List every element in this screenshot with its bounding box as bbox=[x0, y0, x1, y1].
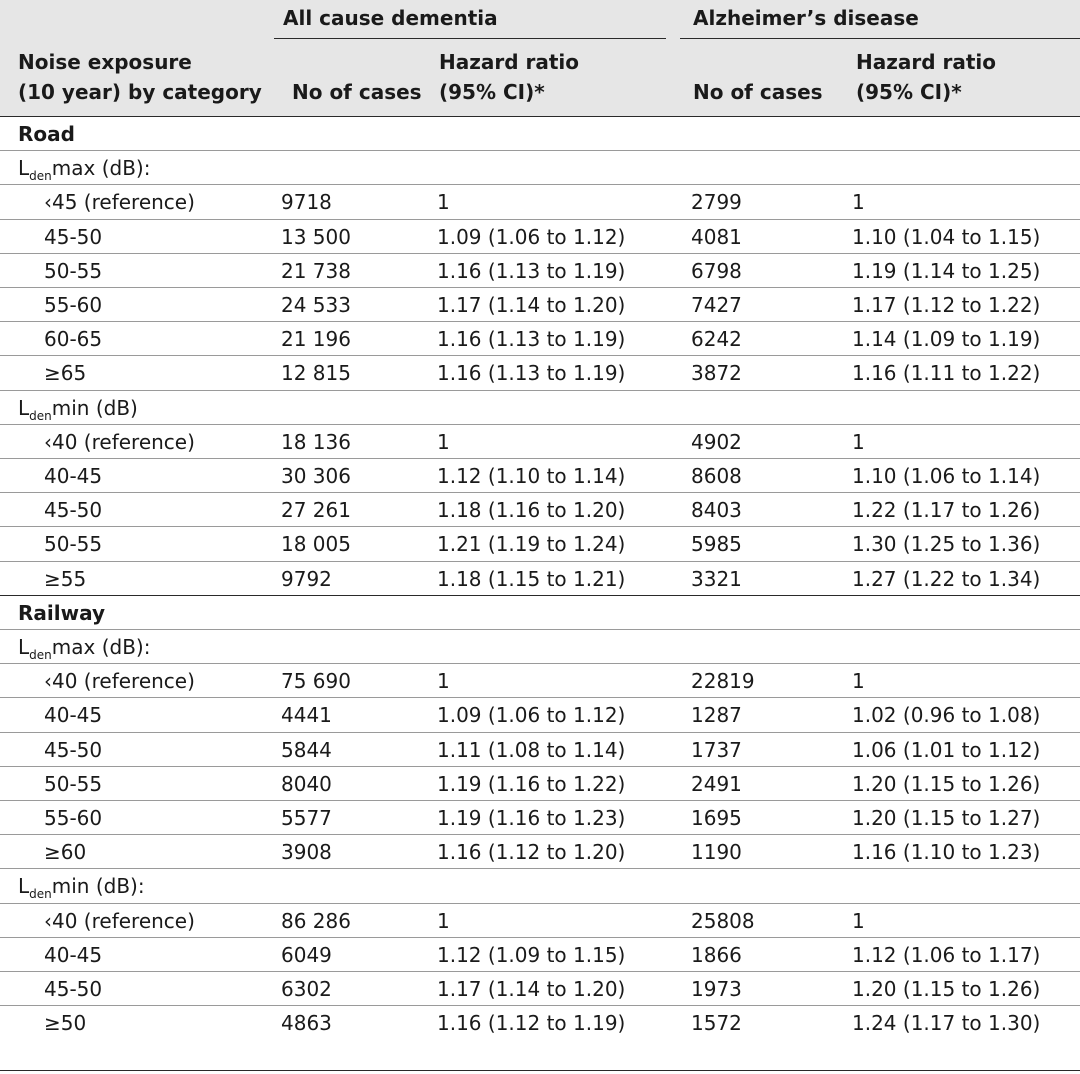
dementia-hr-cell: 1 bbox=[437, 908, 450, 933]
category-cell: 45-50 bbox=[44, 498, 103, 523]
alzheimers-cases-cell: 6242 bbox=[691, 327, 742, 352]
dementia-hr-cell: 1.16 (1.13 to 1.19) bbox=[437, 361, 626, 386]
dementia-cases-cell: 5577 bbox=[281, 806, 332, 830]
dementia-hr-cell: 1.18 (1.16 to 1.20) bbox=[437, 498, 626, 523]
subheader-row bbox=[0, 868, 1080, 903]
category-cell: ≥65 bbox=[44, 361, 87, 386]
dementia-hr-cell: 1.09 (1.06 to 1.12) bbox=[437, 703, 626, 728]
category-cell: ≥60 bbox=[44, 840, 87, 865]
dementia-hr-cell: 1.16 (1.12 to 1.20) bbox=[437, 840, 626, 865]
dementia-cases-cell: 12 815 bbox=[281, 361, 351, 386]
category-cell: ‹40 (reference) bbox=[44, 429, 195, 454]
metric-subscript: den bbox=[29, 408, 52, 423]
dementia-cases-cell: 5844 bbox=[281, 737, 332, 762]
alzheimers-hr-cell: 1.20 (1.15 to 1.26) bbox=[852, 771, 1041, 796]
alzheimers-hr-cell: 1.24 (1.17 to 1.30) bbox=[852, 1011, 1041, 1036]
category-cell: ≥55 bbox=[44, 566, 87, 591]
alzheimers-hr-cell: 1.20 (1.15 to 1.27) bbox=[852, 806, 1041, 830]
metric-label bbox=[18, 396, 138, 423]
table-row bbox=[0, 424, 1080, 459]
category-cell: 45-50 bbox=[44, 224, 103, 249]
dementia-cases-cell: 21 738 bbox=[281, 258, 351, 283]
subheader-row bbox=[0, 629, 1080, 664]
dementia-hr-cell: 1 bbox=[437, 669, 450, 694]
category-cell: ‹40 (reference) bbox=[44, 669, 195, 694]
group-rule-alzheimers bbox=[680, 38, 1080, 39]
exposure-header-line2: (10 year) by category bbox=[18, 80, 262, 104]
dementia-hr-cell: 1.18 (1.15 to 1.21) bbox=[437, 566, 626, 591]
category-cell: ‹40 (reference) bbox=[44, 908, 195, 933]
dementia-hr-cell: 1.21 (1.19 to 1.24) bbox=[437, 532, 626, 557]
alzheimers-hr-cell: 1.17 (1.12 to 1.22) bbox=[852, 293, 1041, 317]
table-row bbox=[0, 800, 1080, 835]
dementia-cases-cell: 9792 bbox=[281, 566, 332, 591]
category-cell: ‹45 (reference) bbox=[44, 190, 195, 215]
alzheimers-cases-cell: 1737 bbox=[691, 737, 742, 762]
alzheimers-cases-cell: 3321 bbox=[691, 566, 742, 591]
subheader-row bbox=[0, 150, 1080, 185]
table-row bbox=[0, 458, 1080, 493]
hr-header-dementia-line1: Hazard ratio bbox=[439, 50, 580, 74]
alzheimers-hr-cell: 1.10 (1.06 to 1.14) bbox=[852, 464, 1041, 488]
metric-subscript: den bbox=[29, 648, 52, 662]
category-cell: ≥50 bbox=[44, 1011, 87, 1036]
dementia-cases-cell: 18 136 bbox=[281, 429, 351, 454]
alzheimers-hr-cell: 1 bbox=[852, 190, 865, 215]
table-row bbox=[0, 219, 1080, 254]
dementia-cases-cell: 4863 bbox=[281, 1011, 332, 1036]
alzheimers-hr-cell: 1.27 (1.22 to 1.34) bbox=[852, 566, 1041, 591]
metric-prefix: L bbox=[18, 156, 30, 181]
alzheimers-cases-cell: 1190 bbox=[691, 840, 742, 865]
metric-prefix: L bbox=[18, 635, 30, 659]
table-row bbox=[0, 287, 1080, 322]
table-row bbox=[0, 492, 1080, 527]
alzheimers-cases-cell: 6798 bbox=[691, 258, 742, 283]
metric-subscript: den bbox=[29, 887, 52, 902]
alzheimers-hr-cell: 1.19 (1.14 to 1.25) bbox=[852, 258, 1041, 283]
hr-header-alzheimers-line1: Hazard ratio bbox=[856, 50, 997, 74]
alzheimers-cases-cell: 8403 bbox=[691, 498, 742, 523]
dementia-cases-cell: 75 690 bbox=[281, 669, 351, 694]
dementia-hr-cell: 1 bbox=[437, 429, 450, 454]
dementia-hr-cell: 1.16 (1.13 to 1.19) bbox=[437, 327, 626, 352]
table-row bbox=[0, 732, 1080, 767]
section-label: Road bbox=[18, 122, 75, 146]
metric-suffix: min (dB) bbox=[51, 395, 138, 420]
dementia-cases-cell: 18 005 bbox=[281, 532, 351, 557]
section-row bbox=[0, 595, 1080, 630]
subheader-row bbox=[0, 390, 1080, 425]
table-row bbox=[0, 971, 1080, 1006]
section-row bbox=[0, 116, 1080, 151]
table-row bbox=[0, 321, 1080, 356]
alzheimers-hr-cell: 1.30 (1.25 to 1.36) bbox=[852, 532, 1041, 557]
dementia-hr-cell: 1.09 (1.06 to 1.12) bbox=[437, 224, 626, 249]
dementia-hr-cell: 1.12 (1.10 to 1.14) bbox=[437, 464, 626, 488]
table-row bbox=[0, 937, 1080, 972]
alzheimers-hr-cell: 1.16 (1.10 to 1.23) bbox=[852, 840, 1041, 865]
category-cell: 45-50 bbox=[44, 737, 103, 762]
category-cell: 60-65 bbox=[44, 327, 103, 352]
dementia-hr-cell: 1.19 (1.16 to 1.22) bbox=[437, 771, 626, 796]
alzheimers-hr-cell: 1 bbox=[852, 908, 865, 933]
category-cell: 55-60 bbox=[44, 293, 103, 317]
table-row bbox=[0, 697, 1080, 732]
dementia-cases-cell: 30 306 bbox=[281, 464, 351, 488]
category-cell: 40-45 bbox=[44, 703, 103, 728]
alzheimers-cases-cell: 1866 bbox=[691, 942, 742, 967]
group-header-dementia: All cause dementia bbox=[283, 6, 498, 30]
category-cell: 50-55 bbox=[44, 258, 103, 283]
alzheimers-cases-cell: 1973 bbox=[691, 977, 742, 1001]
hr-header-alzheimers-line2: (95% CI)* bbox=[856, 80, 962, 104]
exposure-header-line1: Noise exposure bbox=[18, 50, 192, 74]
dementia-hr-cell: 1.16 (1.12 to 1.19) bbox=[437, 1011, 626, 1036]
dementia-cases-cell: 6302 bbox=[281, 977, 332, 1001]
alzheimers-hr-cell: 1.20 (1.15 to 1.26) bbox=[852, 977, 1041, 1001]
alzheimers-hr-cell: 1 bbox=[852, 429, 865, 454]
category-cell: 50-55 bbox=[44, 532, 103, 557]
dementia-hr-cell: 1.12 (1.09 to 1.15) bbox=[437, 942, 626, 967]
alzheimers-cases-cell: 1287 bbox=[691, 703, 742, 728]
alzheimers-cases-cell: 25808 bbox=[691, 908, 755, 933]
alzheimers-hr-cell: 1.02 (0.96 to 1.08) bbox=[852, 703, 1041, 728]
group-header-alzheimers: Alzheimer’s disease bbox=[693, 6, 919, 30]
alzheimers-cases-cell: 1695 bbox=[691, 806, 742, 830]
dementia-hr-cell: 1.19 (1.16 to 1.23) bbox=[437, 806, 626, 830]
alzheimers-hr-cell: 1.16 (1.11 to 1.22) bbox=[852, 361, 1041, 386]
alzheimers-hr-cell: 1 bbox=[852, 669, 865, 694]
table-row bbox=[0, 766, 1080, 801]
metric-prefix: L bbox=[18, 874, 30, 899]
alzheimers-cases-cell: 2491 bbox=[691, 771, 742, 796]
alzheimers-hr-cell: 1.22 (1.17 to 1.26) bbox=[852, 498, 1041, 523]
table-row bbox=[0, 903, 1080, 938]
alzheimers-cases-cell: 8608 bbox=[691, 464, 742, 488]
dementia-cases-cell: 6049 bbox=[281, 942, 332, 967]
group-rule-dementia bbox=[274, 38, 666, 39]
table-row bbox=[0, 663, 1080, 698]
dementia-cases-cell: 4441 bbox=[281, 703, 332, 728]
alzheimers-cases-cell: 4081 bbox=[691, 224, 742, 249]
metric-label bbox=[18, 635, 150, 662]
dementia-cases-cell: 8040 bbox=[281, 771, 332, 796]
alzheimers-hr-cell: 1.10 (1.04 to 1.15) bbox=[852, 224, 1041, 249]
table-row bbox=[0, 1005, 1080, 1040]
alzheimers-hr-cell: 1.14 (1.09 to 1.19) bbox=[852, 327, 1041, 352]
alzheimers-hr-cell: 1.06 (1.01 to 1.12) bbox=[852, 737, 1041, 762]
category-cell: 40-45 bbox=[44, 464, 103, 488]
table-header bbox=[0, 0, 1080, 116]
metric-suffix: max (dB): bbox=[51, 635, 151, 659]
table-bottom-rule bbox=[0, 1070, 1080, 1071]
dementia-cases-cell: 13 500 bbox=[281, 224, 351, 249]
category-cell: 55-60 bbox=[44, 806, 103, 830]
metric-suffix: max (dB): bbox=[51, 156, 151, 181]
dementia-hr-cell: 1.16 (1.13 to 1.19) bbox=[437, 258, 626, 283]
alzheimers-cases-cell: 4902 bbox=[691, 429, 742, 454]
alzheimers-cases-cell: 22819 bbox=[691, 669, 755, 694]
category-cell: 40-45 bbox=[44, 942, 103, 967]
alzheimers-cases-cell: 3872 bbox=[691, 361, 742, 386]
metric-subscript: den bbox=[29, 169, 52, 184]
table-row bbox=[0, 253, 1080, 288]
table-row bbox=[0, 355, 1080, 390]
table-row bbox=[0, 561, 1080, 596]
alzheimers-cases-cell: 5985 bbox=[691, 532, 742, 557]
table-row bbox=[0, 184, 1080, 219]
dementia-hr-cell: 1.17 (1.14 to 1.20) bbox=[437, 977, 626, 1001]
dementia-hr-cell: 1 bbox=[437, 190, 450, 215]
dementia-cases-cell: 9718 bbox=[281, 190, 332, 215]
dementia-cases-cell: 21 196 bbox=[281, 327, 351, 352]
alzheimers-cases-cell: 7427 bbox=[691, 293, 742, 317]
alzheimers-cases-cell: 1572 bbox=[691, 1011, 742, 1036]
table-row bbox=[0, 526, 1080, 561]
cases-header-dementia: No of cases bbox=[292, 80, 422, 104]
table-row bbox=[0, 834, 1080, 869]
cases-header-alzheimers: No of cases bbox=[693, 80, 823, 104]
metric-suffix: min (dB): bbox=[51, 874, 145, 899]
section-label: Railway bbox=[18, 600, 106, 625]
dementia-hr-cell: 1.11 (1.08 to 1.14) bbox=[437, 737, 626, 762]
dementia-cases-cell: 24 533 bbox=[281, 293, 351, 317]
metric-prefix: L bbox=[18, 395, 30, 420]
category-cell: 50-55 bbox=[44, 771, 103, 796]
dementia-cases-cell: 27 261 bbox=[281, 498, 351, 523]
dementia-hr-cell: 1.17 (1.14 to 1.20) bbox=[437, 293, 626, 317]
hr-header-dementia-line2: (95% CI)* bbox=[439, 80, 545, 104]
dementia-cases-cell: 3908 bbox=[281, 840, 332, 865]
category-cell: 45-50 bbox=[44, 977, 103, 1001]
metric-label bbox=[18, 874, 145, 901]
alzheimers-hr-cell: 1.12 (1.06 to 1.17) bbox=[852, 942, 1041, 967]
alzheimers-cases-cell: 2799 bbox=[691, 190, 742, 215]
dementia-cases-cell: 86 286 bbox=[281, 908, 351, 933]
metric-label bbox=[18, 156, 150, 183]
